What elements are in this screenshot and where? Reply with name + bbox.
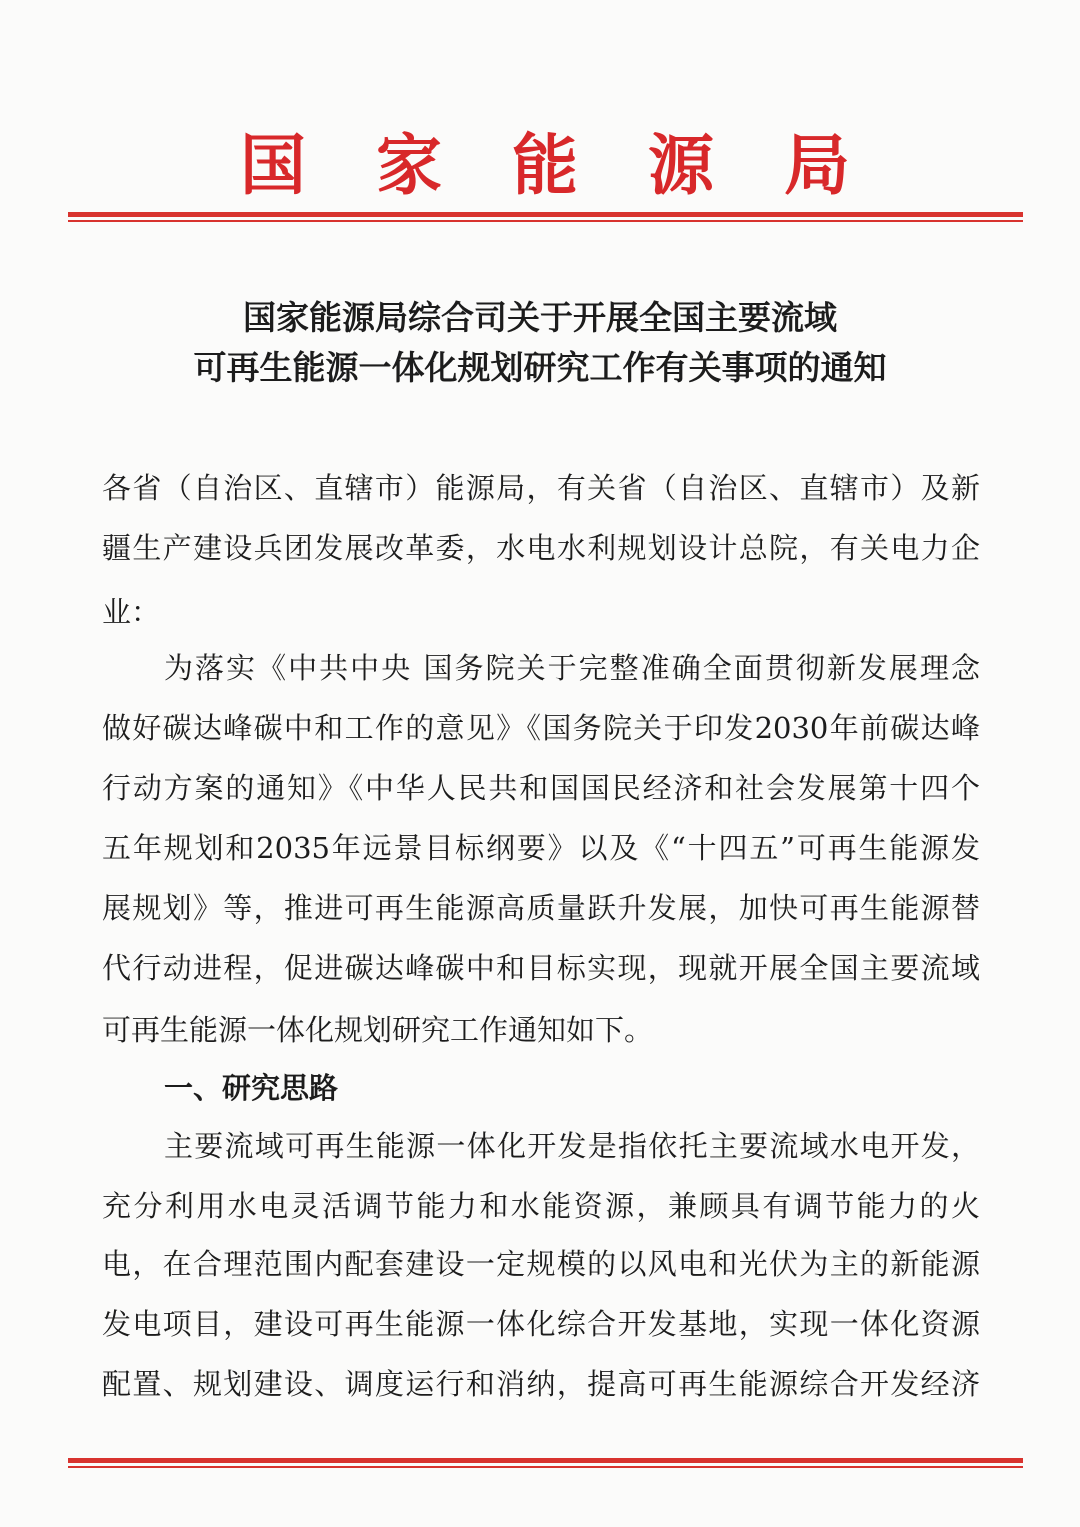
paragraph-line: 可再生能源一体化规划研究工作通知如下。	[102, 1013, 654, 1047]
agency-letterhead: 国家能源局	[240, 126, 850, 204]
paragraph-line: 行动方案的通知》《中华人民共和国国民经济和社会发展第十四个	[102, 771, 980, 805]
footer-red-rule	[68, 1458, 1023, 1468]
paragraph-line: 代行动进程，促进碳达峰碳中和目标实现，现就开展全国主要流域	[102, 951, 980, 985]
document-title-line-2: 可再生能源一体化规划研究工作有关事项的通知	[193, 348, 887, 387]
section-heading: 一、研究思路	[164, 1071, 339, 1105]
paragraph-line: 配置、规划建设、调度运行和消纳，提高可再生能源综合开发经济	[102, 1367, 980, 1401]
addressee-line: 业：	[102, 595, 161, 629]
paragraph-line: 充分利用水电灵活调节能力和水能资源，兼顾具有调节能力的火	[102, 1189, 980, 1223]
paragraph-line: 电，在合理范围内配套建设一定规模的以风电和光伏为主的新能源	[102, 1247, 980, 1281]
paragraph-line: 主要流域可再生能源一体化开发是指依托主要流域水电开发，	[164, 1129, 980, 1163]
paragraph-line: 五年规划和2035年远景目标纲要》以及《“十四五”可再生能源发	[102, 831, 980, 865]
addressee-line: 疆生产建设兵团发展改革委，水电水利规划设计总院，有关电力企	[102, 531, 980, 565]
paragraph-line: 展规划》等，推进可再生能源高质量跃升发展，加快可再生能源替	[102, 891, 980, 925]
document-title-line-1: 国家能源局综合司关于开展全国主要流域	[243, 298, 837, 337]
paragraph-line: 发电项目，建设可再生能源一体化综合开发基地，实现一体化资源	[102, 1307, 980, 1341]
addressee-line: 各省（自治区、直辖市）能源局，有关省（自治区、直辖市）及新	[102, 471, 980, 505]
paragraph-line: 做好碳达峰碳中和工作的意见》《国务院关于印发2030年前碳达峰	[102, 711, 980, 745]
paragraph-line: 为落实《中共中央 国务院关于完整准确全面贯彻新发展理念	[164, 651, 980, 685]
header-red-rule	[68, 212, 1023, 222]
